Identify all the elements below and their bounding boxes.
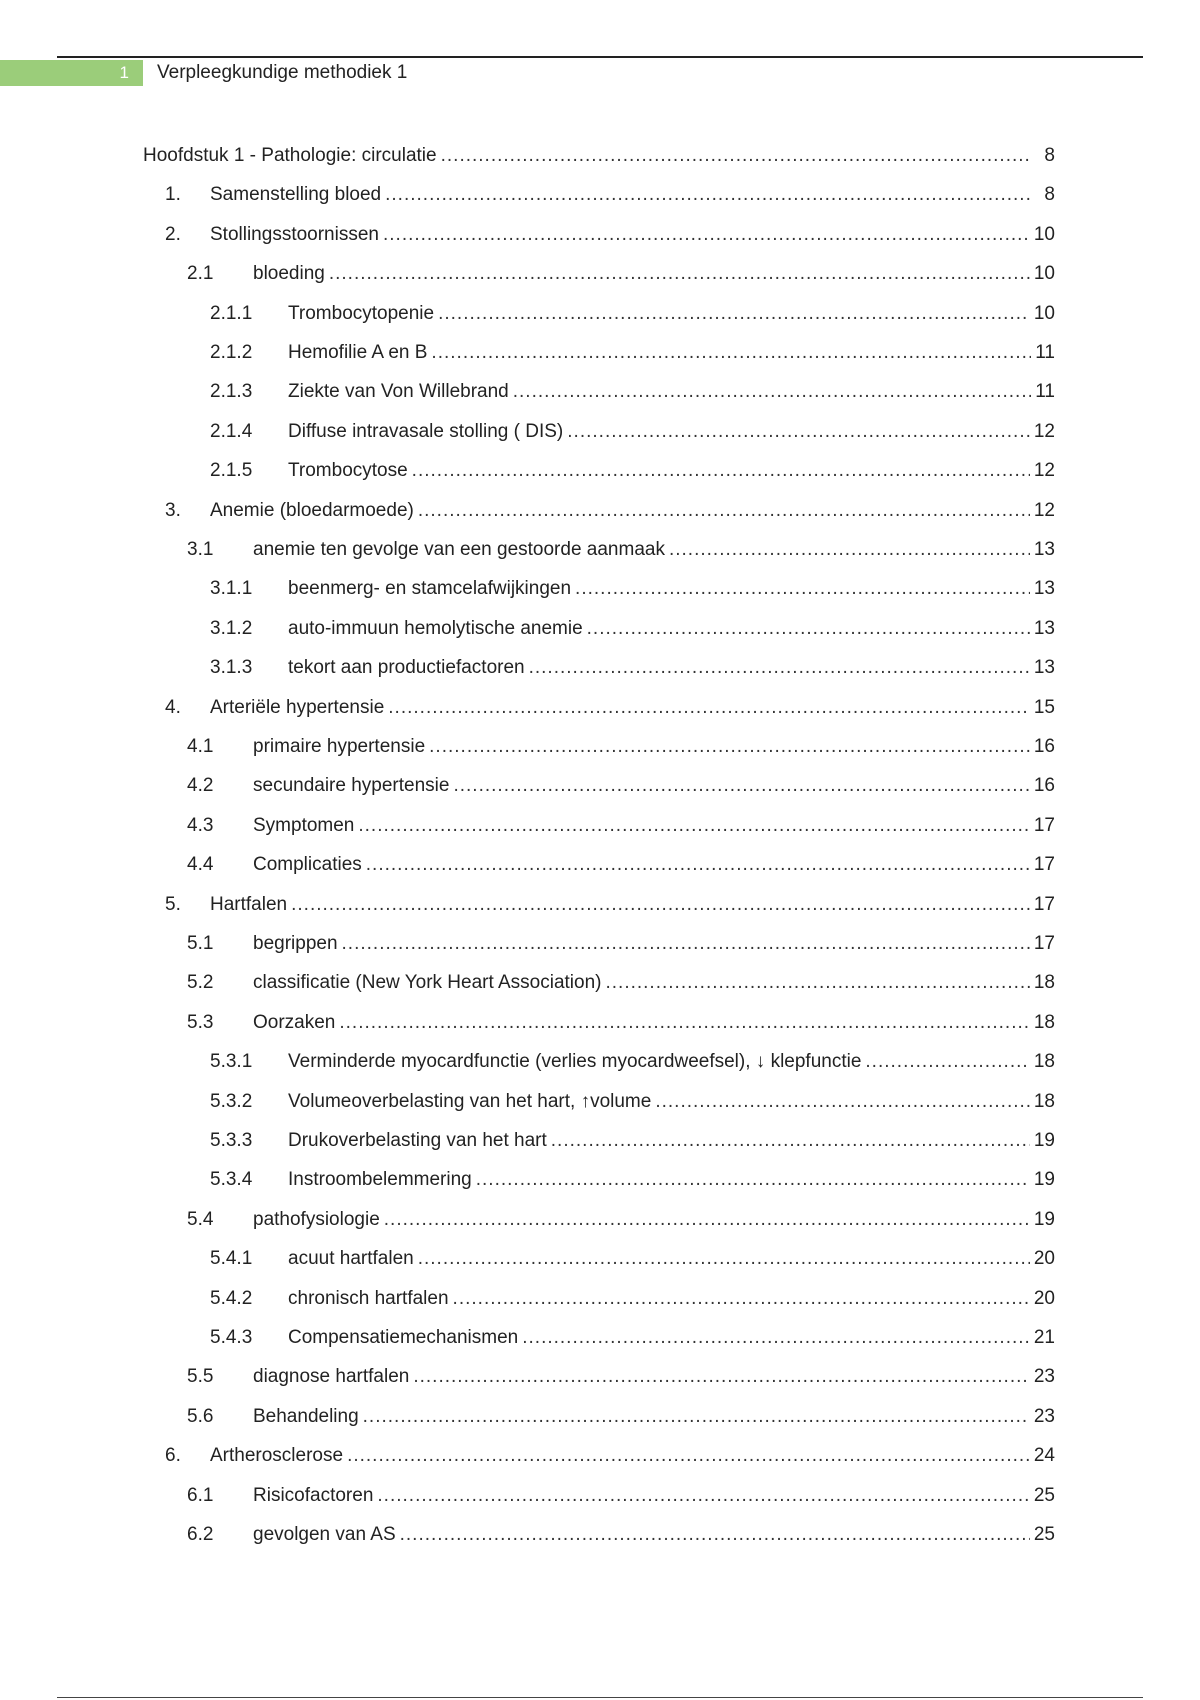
toc-dot-leader — [413, 1363, 1030, 1391]
toc-entry-page: 13 — [1033, 657, 1055, 678]
toc-entry-page: 8 — [1044, 145, 1055, 166]
toc-entry-number: 4.3 — [187, 815, 214, 836]
toc-entry-title: Anemie (bloedarmoede) — [210, 500, 414, 521]
header-title: Verpleegkundige methodiek 1 — [157, 62, 408, 83]
toc-entry-number: 4.4 — [187, 854, 214, 875]
toc-entry[interactable] — [210, 378, 1055, 406]
toc-dot-leader — [388, 694, 1030, 722]
toc-entry[interactable] — [165, 1442, 1055, 1470]
toc-entry-title: Trombocytopenie — [288, 303, 435, 324]
toc-entry-page: 20 — [1033, 1248, 1055, 1269]
toc-entry-title: Behandeling — [253, 1406, 359, 1427]
toc-entry[interactable] — [187, 260, 1055, 288]
toc-entry-number: 3.1.1 — [210, 578, 253, 599]
toc-dot-leader — [669, 536, 1030, 564]
toc-entry-number: 5.3.3 — [210, 1130, 253, 1151]
toc-dot-leader — [339, 1009, 1029, 1037]
toc-entry-number: 5.3 — [187, 1012, 214, 1033]
toc-entry-page: 11 — [1035, 342, 1055, 363]
toc-entry[interactable] — [187, 1363, 1055, 1391]
toc-entry[interactable] — [187, 1482, 1055, 1510]
toc-entry[interactable] — [210, 1127, 1055, 1155]
toc-dot-leader — [438, 300, 1030, 328]
toc-entry-title: auto-immuun hemolytische anemie — [288, 618, 583, 639]
toc-entry[interactable] — [165, 497, 1055, 525]
toc-entry-title: Volumeoverbelasting van het hart, ↑volume — [288, 1091, 652, 1112]
toc-dot-leader — [513, 378, 1031, 406]
toc-entry-page: 23 — [1033, 1406, 1055, 1427]
toc-entry-title: Hartfalen — [210, 894, 288, 915]
toc-entry-title: Artherosclerose — [210, 1445, 344, 1466]
toc-entry[interactable] — [210, 339, 1055, 367]
toc-entry[interactable] — [210, 615, 1055, 643]
toc-entry-title: bloeding — [253, 263, 325, 284]
toc-entry-page: 21 — [1033, 1327, 1055, 1348]
toc-entry-title: anemie ten gevolge van een gestoorde aanmaak — [253, 539, 665, 560]
toc-entry[interactable] — [210, 1048, 1055, 1076]
toc-dot-leader — [567, 418, 1030, 446]
toc-entry-title: acuut hartfalen — [288, 1248, 414, 1269]
toc-entry-number: 5.6 — [187, 1406, 214, 1427]
toc-entry-number: 6.1 — [187, 1485, 214, 1506]
toc-dot-leader — [329, 260, 1030, 288]
toc-entry[interactable] — [210, 654, 1055, 682]
toc-entry-number: 4.2 — [187, 775, 214, 796]
toc-entry-page: 17 — [1033, 854, 1055, 875]
toc-dot-leader — [363, 1403, 1030, 1431]
toc-entry-page: 24 — [1033, 1445, 1055, 1466]
toc-entry[interactable] — [210, 1088, 1055, 1116]
toc-dot-leader — [453, 1285, 1030, 1313]
toc-entry-page: 19 — [1033, 1209, 1055, 1230]
toc-entry-page: 17 — [1033, 815, 1055, 836]
toc-entry-page: 10 — [1033, 224, 1055, 245]
toc-entry[interactable] — [187, 969, 1055, 997]
toc-entry-title: Stollingsstoornissen — [210, 224, 379, 245]
toc-entry-number: 3.1.2 — [210, 618, 253, 639]
header-page-number: 1 — [0, 60, 143, 86]
toc-entry-page: 25 — [1033, 1524, 1055, 1545]
toc-entry-title: chronisch hartfalen — [288, 1288, 449, 1309]
toc-entry-number: 5.3.1 — [210, 1051, 253, 1072]
toc-entry-page: 13 — [1033, 578, 1055, 599]
toc-entry[interactable] — [210, 457, 1055, 485]
toc-entry[interactable] — [187, 1403, 1055, 1431]
toc-entry-number: 2.1.5 — [210, 460, 253, 481]
toc-dot-leader — [865, 1048, 1029, 1076]
toc-entry-number: 3.1.3 — [210, 657, 253, 678]
toc-entry-page: 16 — [1033, 736, 1055, 757]
toc-entry-page: 11 — [1035, 381, 1055, 402]
toc-dot-leader — [476, 1166, 1030, 1194]
header-rule — [57, 56, 1143, 58]
toc-entry-page: 18 — [1033, 972, 1055, 993]
toc-entry[interactable] — [210, 1245, 1055, 1273]
toc-entry-page: 19 — [1033, 1169, 1055, 1190]
toc-dot-leader — [347, 1442, 1030, 1470]
toc-entry-title: Verminderde myocardfunctie (verlies myocardweefsel), ↓ klepfunctie — [288, 1051, 862, 1072]
toc-entry-page: 13 — [1033, 618, 1055, 639]
toc-entry-number: 4.1 — [187, 736, 214, 757]
toc-dot-leader — [384, 1206, 1030, 1234]
toc-entry-title: Complicaties — [253, 854, 362, 875]
toc-entry-number: 6. — [165, 1445, 181, 1466]
toc-entry[interactable] — [210, 1285, 1055, 1313]
toc-entry-title: Diffuse intravasale stolling ( DIS) — [288, 421, 564, 442]
toc-entry-number: 6.2 — [187, 1524, 214, 1545]
toc-entry-number: 2.1.3 — [210, 381, 253, 402]
toc-entry-number: 5.4 — [187, 1209, 214, 1230]
toc-entry-page: 10 — [1033, 303, 1055, 324]
toc-entry-page: 20 — [1033, 1288, 1055, 1309]
toc-entry-title: Hemofilie A en B — [288, 342, 428, 363]
toc-entry-number: 5. — [165, 894, 181, 915]
toc-entry-title: secundaire hypertensie — [253, 775, 450, 796]
toc-entry-page: 25 — [1033, 1485, 1055, 1506]
toc-dot-leader — [377, 1482, 1029, 1510]
toc-entry-number: 5.3.2 — [210, 1091, 253, 1112]
toc-dot-leader — [529, 654, 1030, 682]
toc-entry[interactable] — [165, 891, 1055, 919]
toc-entry-title: Symptomen — [253, 815, 355, 836]
toc-entry-number: 5.4.2 — [210, 1288, 253, 1309]
toc-entry-number: 5.2 — [187, 972, 214, 993]
toc-entry-number: 3.1 — [187, 539, 214, 560]
toc-entry[interactable] — [165, 181, 1055, 209]
toc-dot-leader — [366, 851, 1030, 879]
toc-entry[interactable] — [187, 930, 1055, 958]
toc-entry-title: pathofysiologie — [253, 1209, 380, 1230]
toc-entry-page: 19 — [1033, 1130, 1055, 1151]
toc-entry-title: gevolgen van AS — [253, 1524, 396, 1545]
toc-entry-number: 5.4.1 — [210, 1248, 253, 1269]
toc-entry-number: 5.4.3 — [210, 1327, 253, 1348]
toc-entry[interactable] — [210, 418, 1055, 446]
toc-entry-number: 5.3.4 — [210, 1169, 253, 1190]
toc-entry[interactable] — [187, 812, 1055, 840]
toc-entry[interactable] — [210, 575, 1055, 603]
toc-entry-title: Oorzaken — [253, 1012, 336, 1033]
toc-entry[interactable] — [210, 1166, 1055, 1194]
toc-entry-title: Drukoverbelasting van het hart — [288, 1130, 547, 1151]
toc-dot-leader — [522, 1324, 1030, 1352]
toc-dot-leader — [605, 969, 1029, 997]
toc-entry-number: 2.1 — [187, 263, 214, 284]
toc-dot-leader — [655, 1088, 1030, 1116]
toc-dot-leader — [385, 181, 1031, 209]
toc-entry-page: 17 — [1033, 894, 1055, 915]
toc-dot-leader — [418, 1245, 1030, 1273]
toc-entry-number: 2.1.4 — [210, 421, 253, 442]
toc-entry[interactable] — [187, 1206, 1055, 1234]
toc-entry-title: tekort aan productiefactoren — [288, 657, 525, 678]
toc-dot-leader — [575, 575, 1030, 603]
toc-entry[interactable] — [187, 772, 1055, 800]
toc-entry-title: Samenstelling bloed — [210, 184, 382, 205]
toc-dot-leader — [383, 221, 1030, 249]
toc-entry-page: 18 — [1033, 1051, 1055, 1072]
toc-entry[interactable] — [210, 300, 1055, 328]
toc-entry-title: beenmerg- en stamcelafwijkingen — [288, 578, 572, 599]
toc-entry[interactable] — [187, 536, 1055, 564]
toc-entry-title: primaire hypertensie — [253, 736, 426, 757]
toc-entry-number: 4. — [165, 697, 181, 718]
toc-entry-page: 8 — [1044, 184, 1055, 205]
toc-entry-title: Ziekte van Von Willebrand — [288, 381, 509, 402]
toc-entry[interactable] — [187, 1521, 1055, 1549]
toc-dot-leader — [418, 497, 1030, 525]
toc-entry-title: Trombocytose — [288, 460, 408, 481]
toc-entry-title: diagnose hartfalen — [253, 1366, 410, 1387]
toc-entry-title: Arteriële hypertensie — [210, 697, 385, 718]
toc-dot-leader — [429, 733, 1030, 761]
toc-entry-number: 5.1 — [187, 933, 214, 954]
toc-entry-number: 3. — [165, 500, 181, 521]
toc-entry-page: 12 — [1033, 460, 1055, 481]
toc-dot-leader — [587, 615, 1030, 643]
toc-dot-leader — [453, 772, 1029, 800]
toc-dot-leader — [551, 1127, 1030, 1155]
toc-entry-number: 5.5 — [187, 1366, 214, 1387]
toc-entry-page: 12 — [1033, 500, 1055, 521]
toc-entry-page: 18 — [1033, 1091, 1055, 1112]
toc-entry-title: Compensatiemechanismen — [288, 1327, 519, 1348]
toc-entry[interactable] — [187, 851, 1055, 879]
toc-entry-number: 2. — [165, 224, 181, 245]
toc-entry-page: 23 — [1033, 1366, 1055, 1387]
toc-entry-number: 2.1.2 — [210, 342, 253, 363]
toc-entry-page: 18 — [1033, 1012, 1055, 1033]
toc-entry[interactable] — [165, 694, 1055, 722]
toc-dot-leader — [400, 1521, 1030, 1549]
toc-dot-leader — [291, 891, 1030, 919]
toc-dot-leader — [342, 930, 1030, 958]
toc-entry-title: classificatie (New York Heart Association) — [253, 972, 602, 993]
toc-entry-page: 13 — [1033, 539, 1055, 560]
toc-entry-title: Hoofdstuk 1 - Pathologie: circulatie — [143, 145, 437, 166]
toc-entry[interactable] — [165, 221, 1055, 249]
footer-rule — [57, 1697, 1143, 1698]
toc-dot-leader — [441, 142, 1031, 170]
toc-entry-number: 2.1.1 — [210, 303, 253, 324]
toc-entry-page: 16 — [1033, 775, 1055, 796]
toc-entry[interactable] — [143, 142, 1055, 170]
toc-entry-page: 17 — [1033, 933, 1055, 954]
toc-entry-title: Instroombelemmering — [288, 1169, 472, 1190]
toc-entry-title: begrippen — [253, 933, 338, 954]
toc-entry-page: 15 — [1033, 697, 1055, 718]
toc-entry[interactable] — [210, 1324, 1055, 1352]
toc-entry-page: 12 — [1033, 421, 1055, 442]
toc-entry-number: 1. — [165, 184, 181, 205]
toc-entry-page: 10 — [1033, 263, 1055, 284]
toc-entry[interactable] — [187, 733, 1055, 761]
toc-dot-leader — [358, 812, 1029, 840]
toc-entry-title: Risicofactoren — [253, 1485, 374, 1506]
toc-entry[interactable] — [187, 1009, 1055, 1037]
toc-dot-leader — [431, 339, 1031, 367]
toc-dot-leader — [412, 457, 1030, 485]
